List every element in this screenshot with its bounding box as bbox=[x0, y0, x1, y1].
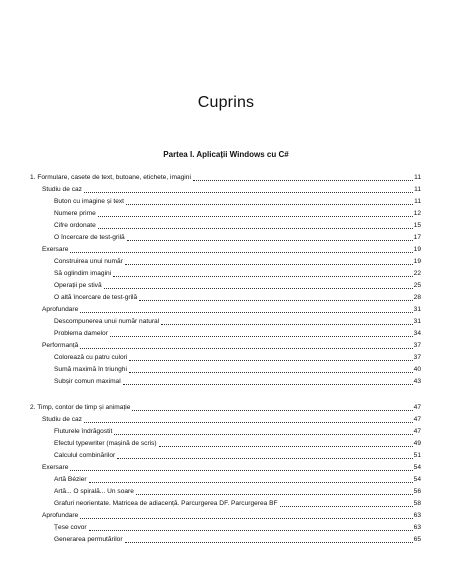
toc-entry-title: Să oglindim imagini bbox=[54, 270, 112, 277]
toc-entry bbox=[54, 329, 421, 339]
toc-entry-page: 12 bbox=[413, 210, 421, 217]
toc-entry-title: Exersare bbox=[42, 464, 69, 471]
toc-entry-page: 63 bbox=[413, 512, 421, 519]
dot-leader bbox=[280, 506, 413, 507]
toc-entry-page: 51 bbox=[413, 452, 421, 459]
toc-entry bbox=[54, 487, 421, 497]
toc-entry-page: 11 bbox=[414, 174, 421, 181]
toc-entry-page: 19 bbox=[413, 246, 421, 253]
dot-leader bbox=[89, 482, 413, 483]
toc-entry-title: Calculul combinărilor bbox=[54, 452, 116, 459]
toc-entry-title: Studiu de caz bbox=[42, 186, 82, 193]
toc-entry bbox=[30, 403, 421, 413]
toc-entry-title: 1. Formulare, casete de text, butoane, etichete, imagini bbox=[30, 174, 191, 181]
toc-entry bbox=[30, 173, 421, 183]
toc-entry-page: 25 bbox=[413, 282, 421, 289]
toc-entry-page: 43 bbox=[413, 378, 421, 385]
toc-entry-page: 54 bbox=[413, 464, 421, 471]
toc-entry bbox=[42, 463, 421, 473]
toc-entry bbox=[42, 511, 421, 521]
toc-entry bbox=[54, 365, 421, 375]
toc-entry-page: 31 bbox=[413, 318, 421, 325]
dot-leader bbox=[98, 216, 413, 217]
toc-entry-title: O altă încercare de test-grilă bbox=[54, 294, 138, 301]
toc-entry-title: Studiu de caz bbox=[42, 416, 82, 423]
dot-leader bbox=[110, 336, 413, 337]
toc-entry-title: Generarea permutărilor bbox=[54, 536, 123, 543]
toc-entry-page: 47 bbox=[413, 416, 421, 423]
toc-entry-page: 47 bbox=[413, 404, 421, 411]
page-title: Cuprins bbox=[197, 94, 255, 111]
toc-entry bbox=[54, 353, 421, 363]
dot-leader bbox=[98, 228, 413, 229]
toc-entry-title: 2. Timp, contor de timp și animație bbox=[30, 404, 131, 411]
dot-leader bbox=[139, 300, 412, 301]
dot-leader bbox=[80, 518, 412, 519]
dot-leader bbox=[89, 530, 413, 531]
toc-entry-title: Buton cu imagine și text bbox=[54, 198, 125, 205]
dot-leader bbox=[125, 264, 413, 265]
toc-entry-page: 56 bbox=[413, 488, 421, 495]
toc-entry-title: Colorează cu patru culori bbox=[54, 354, 128, 361]
dot-leader bbox=[114, 434, 412, 435]
dot-leader bbox=[193, 180, 413, 181]
dot-leader bbox=[123, 384, 413, 385]
toc-entry-title: Subșir comun maximal bbox=[54, 378, 121, 385]
toc-entry-title: Construirea unui număr bbox=[54, 258, 123, 265]
toc-entry-page: 11 bbox=[414, 198, 421, 205]
dot-leader bbox=[117, 458, 412, 459]
toc-entry-page: 15 bbox=[413, 222, 421, 229]
toc-entry bbox=[54, 439, 421, 449]
dot-leader bbox=[70, 470, 412, 471]
toc-entry bbox=[54, 451, 421, 461]
toc-entry bbox=[54, 523, 421, 533]
toc-entry-page: 31 bbox=[413, 306, 421, 313]
dot-leader bbox=[80, 348, 412, 349]
toc-entry-page: 54 bbox=[413, 476, 421, 483]
toc-entry bbox=[42, 245, 421, 255]
toc-entry bbox=[54, 281, 421, 291]
toc-entry-title: Descompunerea unui număr natural bbox=[54, 318, 160, 325]
toc-entry bbox=[54, 233, 421, 243]
dot-leader bbox=[104, 288, 413, 289]
dot-leader bbox=[125, 542, 413, 543]
toc-entry-title: Artă Bézier bbox=[54, 476, 87, 483]
toc-entry bbox=[54, 221, 421, 231]
toc-entry-title: Aprofundare bbox=[42, 306, 79, 313]
toc-entry-title: Operații pe stivă bbox=[54, 282, 102, 289]
toc-entry-title: Exersare bbox=[42, 246, 69, 253]
toc-entry-page: 49 bbox=[413, 440, 421, 447]
toc-entry-page: 11 bbox=[414, 186, 421, 193]
toc-entry-title: Numere prime bbox=[54, 210, 96, 217]
toc-entry bbox=[42, 185, 421, 195]
toc-entry-page: 47 bbox=[413, 428, 421, 435]
dot-leader bbox=[84, 192, 413, 193]
toc-entry-page: 37 bbox=[413, 354, 421, 361]
toc-entry-title: Aprofundare bbox=[42, 512, 79, 519]
toc-entry-page: 37 bbox=[413, 342, 421, 349]
toc-entry-page: 28 bbox=[413, 294, 421, 301]
toc-entry-page: 40 bbox=[413, 366, 421, 373]
toc-entry-title: Problema damelor bbox=[54, 330, 108, 337]
dot-leader bbox=[126, 204, 413, 205]
toc-entry bbox=[54, 257, 421, 267]
toc-entry bbox=[54, 209, 421, 219]
toc-entry bbox=[54, 269, 421, 279]
toc-entry-page: 65 bbox=[413, 536, 421, 543]
dot-leader bbox=[70, 252, 412, 253]
toc-entry-title: Sumă maximă în triunghi bbox=[54, 366, 127, 373]
toc-entry-title: Grafuri neorientate. Matricea de adiacență. Parcurgerea DF. Parcurgerea BF bbox=[54, 500, 278, 507]
toc-entry bbox=[42, 415, 421, 425]
dot-leader bbox=[127, 240, 413, 241]
toc-entry-title: Fluturele îndrăgostit bbox=[54, 428, 113, 435]
toc-entry-page: 58 bbox=[413, 500, 421, 507]
toc-entry-title: Efectul typewriter (mașină de scris) bbox=[54, 440, 157, 447]
toc-entry-title: Artă... O spirală... Un soare bbox=[54, 488, 134, 495]
toc-entry bbox=[54, 427, 421, 437]
dot-leader bbox=[161, 324, 412, 325]
toc-entry-title: O încercare de test-grilă bbox=[54, 234, 125, 241]
toc-entry-page: 17 bbox=[413, 234, 421, 241]
dot-leader bbox=[129, 360, 412, 361]
part-heading: Partea I. Aplicații Windows cu C# bbox=[163, 150, 289, 159]
dot-leader bbox=[159, 446, 413, 447]
toc-entry-page: 63 bbox=[413, 524, 421, 531]
toc-entry-page: 22 bbox=[413, 270, 421, 277]
toc-entry-title: Performanță bbox=[42, 342, 79, 349]
dot-leader bbox=[84, 422, 413, 423]
toc-entry bbox=[54, 499, 421, 509]
toc-entry-page: 34 bbox=[413, 330, 421, 337]
dot-leader bbox=[80, 312, 412, 313]
toc-entry bbox=[54, 377, 421, 387]
toc-entry bbox=[54, 197, 421, 207]
toc-entry bbox=[42, 341, 421, 351]
dot-leader bbox=[129, 372, 413, 373]
toc-entry bbox=[54, 317, 421, 327]
toc-entry-title: Cifre ordonate bbox=[54, 222, 96, 229]
toc-entry bbox=[54, 475, 421, 485]
dot-leader bbox=[136, 494, 413, 495]
dot-leader bbox=[113, 276, 412, 277]
toc-entry-title: Țese covor bbox=[54, 524, 87, 531]
toc-entry-page: 19 bbox=[413, 258, 421, 265]
toc-entry bbox=[54, 535, 421, 545]
dot-leader bbox=[132, 410, 412, 411]
toc-entry bbox=[54, 293, 421, 303]
toc-entry bbox=[42, 305, 421, 315]
